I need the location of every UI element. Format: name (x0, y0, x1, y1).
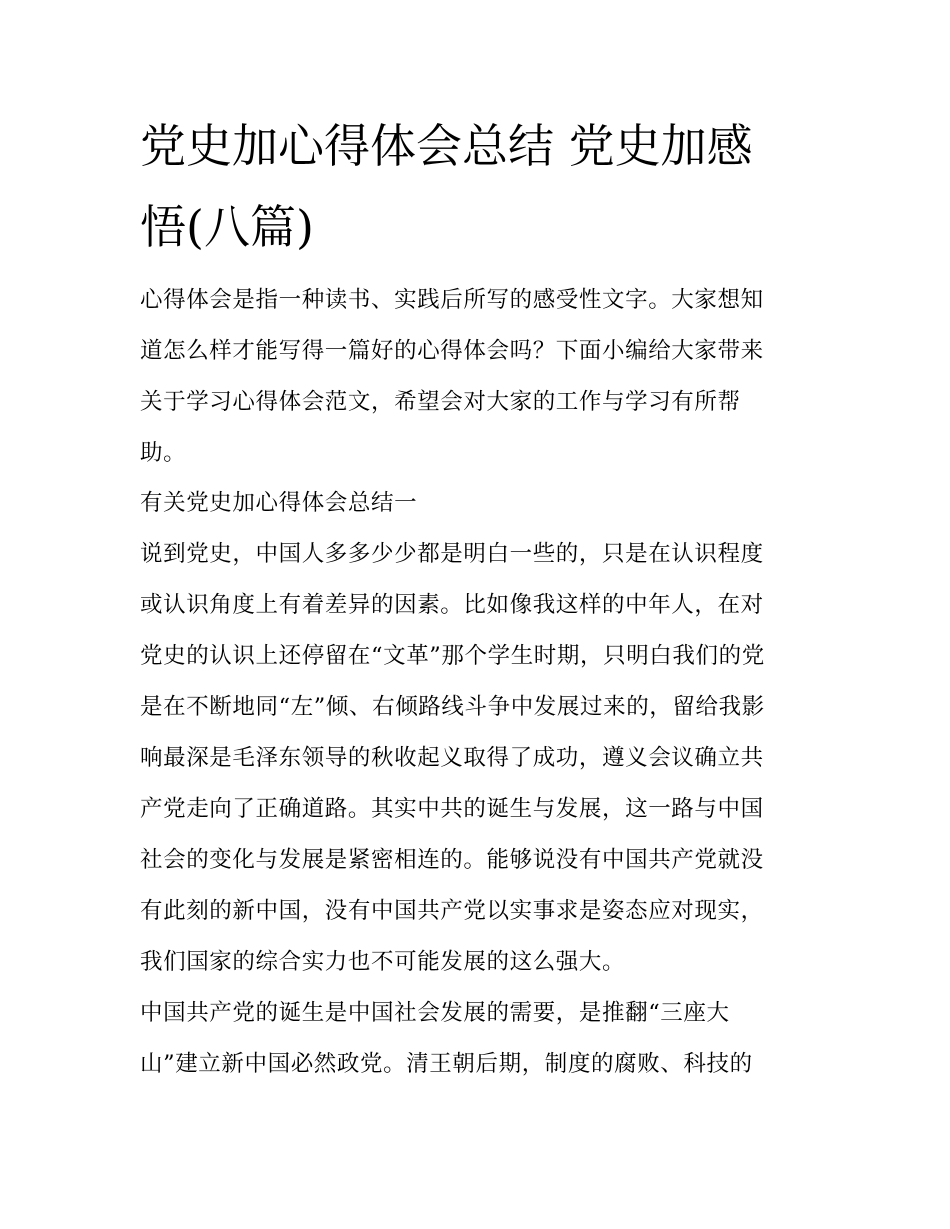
body-line-14: 我们国家的综合实力也不可能发展的这么强大。 (140, 949, 626, 975)
body-line-6: 说到党史，中国人多多少少都是明白一些的，只是在认识程度 (140, 541, 764, 567)
body-line-9: 是在不断地同“左”倾、右倾路线斗争中发展过来的，留给我影 (140, 694, 765, 720)
document-title-line-1: 党史加心得体会总结 党史加感 (140, 119, 753, 173)
body-line-4: 助。 (140, 440, 187, 466)
body-line-16: 山”建立新中国必然政党。清王朝后期，制度的腐败、科技的 (140, 1051, 753, 1077)
body-line-3: 关于学习心得体会范文，希望会对大家的工作与学习有所帮 (140, 389, 741, 415)
body-line-8: 党史的认识上还停留在“文革”那个学生时期，只明白我们的党 (140, 643, 765, 669)
body-line-13: 有此刻的新中国，没有中国共产党以实事求是姿态应对现实， (140, 898, 764, 924)
document-title-line-2: 悟(八篇) (140, 200, 314, 254)
section-heading: 有关党史加心得体会总结一 (140, 490, 418, 516)
body-line-7: 或认识角度上有着差异的因素。比如像我这样的中年人，在对 (140, 592, 764, 618)
body-line-15: 中国共产党的诞生是中国社会发展的需要，是推翻“三座大 (140, 1000, 730, 1026)
body-line-1: 心得体会是指一种读书、实践后所写的感受性文字。大家想知 (140, 287, 764, 313)
body-line-11: 产党走向了正确道路。其实中共的诞生与发展，这一路与中国 (140, 796, 764, 822)
body-line-12: 社会的变化与发展是紧密相连的。能够说没有中国共产党就没 (140, 847, 764, 873)
body-line-10: 响最深是毛泽东领导的秋收起义取得了成功，遵义会议确立共 (140, 745, 764, 771)
body-line-2: 道怎么样才能写得一篇好的心得体会吗？下面小编给大家带来 (140, 338, 764, 364)
